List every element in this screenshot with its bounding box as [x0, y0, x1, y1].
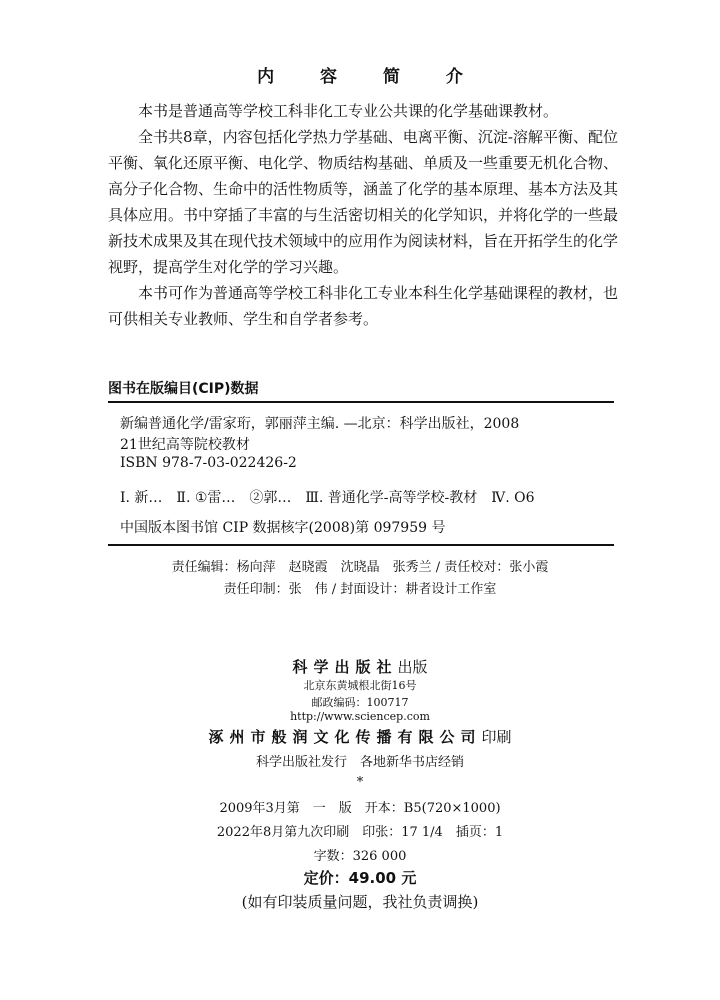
publisher-address: 北京东黄城根北街16号	[303, 679, 417, 692]
cip-top-rule	[108, 401, 614, 403]
printer-name: 涿州市般润文化传播有限公司	[208, 728, 482, 746]
printer-suffix: 印刷	[481, 728, 512, 746]
cip-classification-line: Ⅰ. 新… Ⅱ. ①雷… ②郭… Ⅲ. 普通化学-高等学校-教材 Ⅳ. O6	[120, 490, 535, 506]
price-line: 定价：49.00 元	[303, 869, 417, 887]
summary-section	[108, 98, 618, 332]
publisher-url: http://www.sciencep.com	[290, 710, 430, 723]
publisher-postcode: 邮政编码：100717	[311, 696, 409, 709]
separator-star: *	[356, 775, 364, 790]
summary-paragraph: 本书是普通高等学校工科非化工专业公共课的化学基础课教材。	[138, 102, 559, 120]
summary-paragraph: 全书共8章，内容包括化学热力学基础、电离平衡、沉淀-溶解平衡、配位平衡、氧化还原平衡、电化学、物质结构基础、单质及一些重要无机化合物、高分子化合物、生命中的活性物质等，涵盖了化学的基本原理、基本方法及其具体应用。书中穿插了丰富的与生活密切相关的化学知识，并将化学的一些最新技术成果及其在现代技术领域中的应用作为阅读材料，旨在开拓学生的化学视野，提高学生对化学的学习兴趣。	[108, 128, 619, 276]
summary-paragraph: 本书可作为普通高等学校工科非化工专业本科生化学基础课程的教材，也可供相关专业教师、学生和自学者参考。	[108, 284, 619, 328]
publisher-suffix: 出版	[397, 658, 428, 676]
wordcount-line: 字数：326 000	[313, 849, 407, 864]
quality-notice: (如有印装质量问题，我社负责调换)	[241, 893, 479, 911]
printing-line: 2022年8月第九次印刷 印张：17 1/4 插页：1	[216, 825, 504, 840]
cip-title-line: 新编普通化学/雷家珩，郭丽萍主编. —北京：科学出版社，2008	[120, 416, 520, 432]
publisher-line	[0, 656, 720, 677]
edition-line: 2009年3月第 一 版 开本：B5(720×1000)	[219, 801, 501, 816]
editor-credits: 责任编辑：杨向萍 赵晓霞 沈晓晶 张秀兰 / 责任校对：张小霞	[171, 560, 549, 575]
cip-series-line: 21世纪高等院校教材	[120, 437, 250, 453]
printer-line	[0, 726, 720, 747]
cip-record-number: 中国版本图书馆 CIP 数据核字(2008)第 097959 号	[120, 520, 446, 536]
cip-bottom-rule	[108, 544, 614, 546]
publisher-name: 科学出版社	[292, 658, 398, 676]
distribution-line: 科学出版社发行 各地新华书店经销	[255, 755, 464, 770]
production-credits: 责任印制：张 伟 / 封面设计：耕者设计工作室	[223, 582, 497, 597]
cip-isbn-line: ISBN 978-7-03-022426-2	[120, 455, 297, 471]
page-title: 内 容 简 介	[257, 67, 483, 87]
cip-heading: 图书在版编目(CIP)数据	[108, 381, 259, 397]
